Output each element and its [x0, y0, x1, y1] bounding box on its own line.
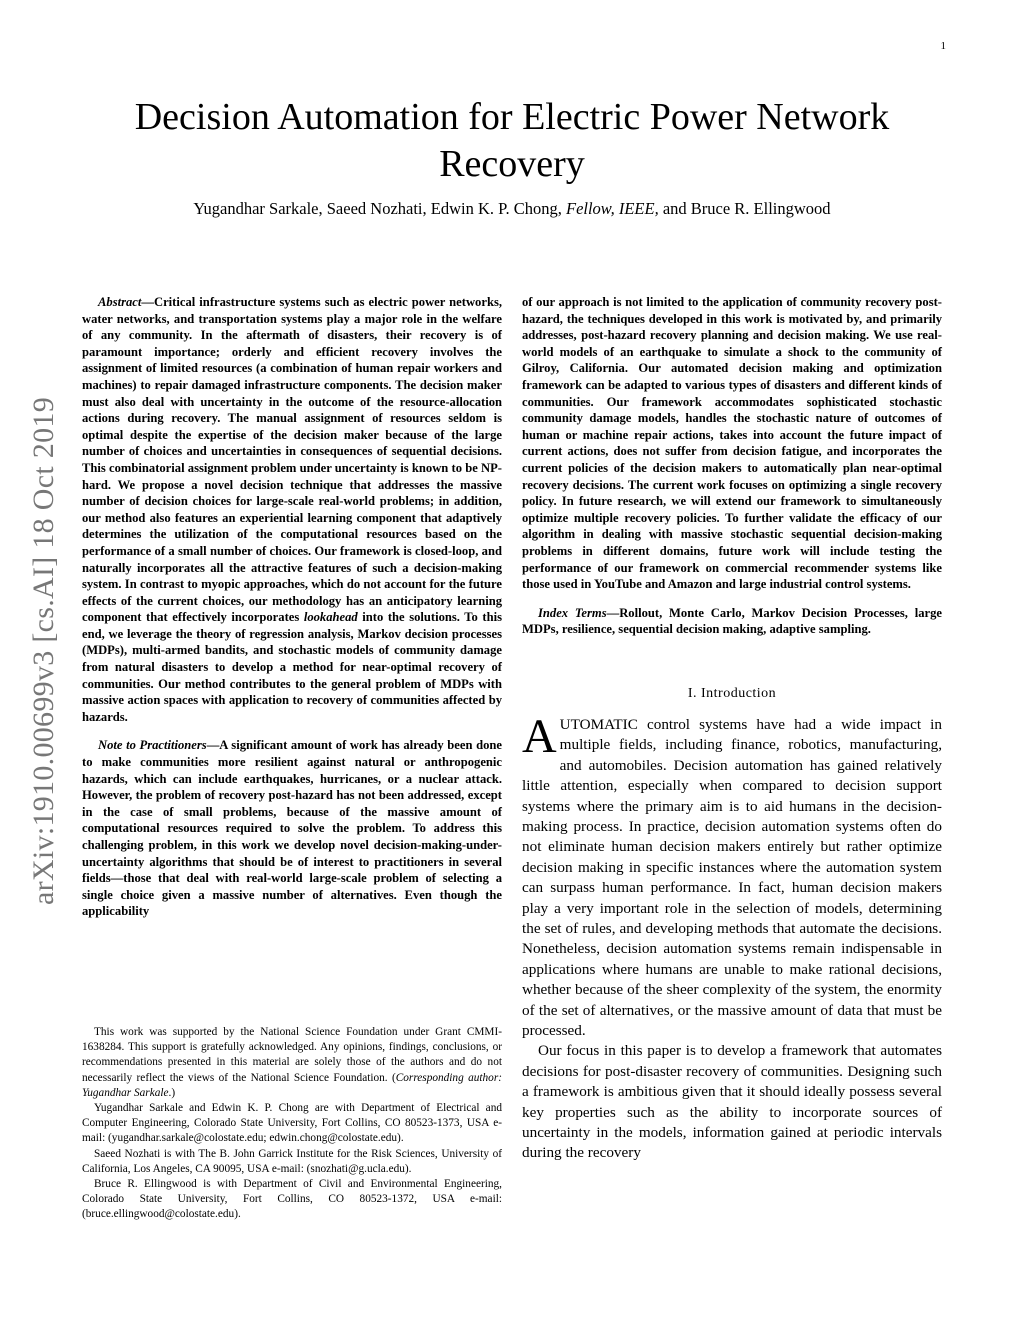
footnote-affiliation-ucla: Saeed Nozhati is with The B. John Garrick Institute for the Risk Sciences, University of California, Los Angeles, CA 90095, USA e-mail: (snozhati@g.ucla.edu).	[82, 1147, 502, 1175]
corresponding-author: Corresponding author: Yugandhar Sarkale	[82, 1071, 502, 1099]
author-names: Yugandhar Sarkale, Saeed Nozhati, Edwin K. P. Chong,	[193, 199, 562, 218]
footnote-affiliation-csu: Yugandhar Sarkale and Edwin K. P. Chong are with Department of Electrical and Computer Engineering, Colorado State University, Fort Collins, CO 80523-1373, USA e-mail: (yugandhar.sarkale@colostate.edu; edwin.chong@colostate.edu).	[82, 1102, 502, 1145]
note-label: Note to Practitioners	[98, 738, 207, 753]
arxiv-stamp: arXiv:1910.00699v3 [cs.AI] 18 Oct 2019	[27, 397, 60, 905]
abstract-emph: lookahead	[303, 610, 358, 625]
note-continued: of our approach is not limited to the application of community recovery post-hazard, the techniques developed in this work is motivated by, and primarily addresses, post-hazard recovery planning and decision making. We use real-world models of an earthquake to simulate a shock to the community of Gilroy, California. Our automated decision making and optimization framework can be adapted to various types of disasters and different kinds of communities. Our framework accommodates sophisticated stochastic community damage models, handles the stochastic nature of outcomes of human or machine repair actions, takes into account the future impact of current actions, does not suffer from decision fatigue, and incorporates the current policies of the decision makers to automatically plan near-optimal recovery decisions. The current work focuses on optimizing a single recovery policy. In future research, we will extend our framework to simultaneously optimize multiple recovery policies. To further validate the efficacy of our algorithm in dealing with massive stochastic sequential decision-making problems in different domains, future work will include testing the performance of our framework on commercial recommender systems like those used in YouTube and Amazon and large industrial control systems.	[522, 295, 942, 592]
footnote-affiliation-civil: Bruce R. Ellingwood is with Department of Civil and Environmental Engineering, Colorado State University, Fort Collins, CO 80523-1372, USA e-mail: (bruce.ellingwood@colostate.edu).	[82, 1178, 502, 1221]
note-to-practitioners	[82, 737, 502, 920]
section-heading-introduction: I. Introduction	[687, 685, 777, 701]
author-list	[70, 199, 954, 219]
paper-title: Decision Automation for Electric Power Network Recovery	[134, 96, 890, 185]
index-terms-text: —Rollout, Monte Carlo, Markov Decision Processes, large MDPs, resilience, sequential decision making, adaptive sampling.	[522, 605, 942, 637]
abstract-text: —Critical infrastructure systems such as electric power networks, water networks, and transportation systems play a major role in the welfare of any community. In the aftermath of disasters, their recovery is of paramount importance; orderly and efficient recovery involves the assignment of limited resources (a combination of human repair workers and machines) to repair damaged infrastructure components. The decision maker must also deal with uncertainty in the outcome of the resource-allocation actions during recovery. The manual assignment of resources seldom is optimal despite the expertise of the decision maker because of the large number of choices and uncertainties in consequences of sequential decisions. This combinatorial assignment problem under uncertainty is known to be NP-hard. We propose a novel decision technique that addresses the massive number of decision choices for large-scale real-world problems; in addition, our method also features an experiential learning component that adaptively determines the utilization of the computational resources based on the performance of a small number of choices. Our framework is closed-loop, and naturally incorporates all the attractive features of such a decision-making system. In contrast to myopic approaches, which do not account for the future effects of the current choices, our methodology has an anticipatory learning component that effectively incorporates	[82, 295, 502, 625]
intro-paragraph-2: Our focus in this paper is to develop a framework that automates decisions for post-disaster recovery of communities. Designing such a framework is ambitious given that it should ideally possess several key properties such as the ability to incorporate sources of uncertainty in the models, information gained at periodic intervals during the recovery	[522, 1042, 942, 1162]
abstract-text-end: into the solutions. To this end, we leverage the theory of regression analysis, Markov decision processes (MDPs), multi-armed bandits, and stochastic models of community damage from natural disasters to develop a method for near-optimal recovery of communities. Our method contributes to the general problem of MDPs with massive action spaces with application to recovery of communities affected by hazards.	[82, 610, 502, 724]
footnotes	[82, 1025, 502, 1223]
abstract-label: Abstract	[98, 295, 142, 309]
right-column	[522, 294, 942, 1164]
dropcap: A	[522, 709, 557, 763]
page-number: 1	[940, 40, 946, 52]
index-terms-label: Index Terms	[538, 605, 607, 620]
note-text: —A significant amount of work has already been done to make communities more resilient against natural or anthropogenic hazards, which can include earthquakes, hurricanes, or a nuclear attack. However, the problem of recovery post-hazard has not been addressed, except in the case of small problems, because of the massive amount of computational resources required to solve the problem. To address this challenging problem, in this work we develop novel decision-making-under-uncertainty algorithms that should be of interest to practitioners in several fields—those that deal with real-world large-scale problem of selecting a single choice given a massive number of alternatives. Even though the applicability	[82, 738, 502, 919]
author-fellow: Fellow, IEEE,	[565, 199, 659, 218]
index-terms	[522, 605, 942, 638]
intro-paragraph-1: AUTOMATIC control systems have had a wide impact in multiple fields, including finance, robotics, manufacturing, and automobiles. Decision automation has gained relatively little attention, especially when compared to decision support systems where the primary aim is to aid humans in the decision-making process. In practice, decision automation systems often do not eliminate human decision makers entirely but rather optimize decision making in specific instances where the automation system can surpass human performance. In fact, human decision makers play a very important role in the selection of models, determining the set of rules, and developing methods that automate the decisions. Nonetheless, decision automation systems remain indispensable in applications where humans are unable to make rational decisions, whether because of the sheer complexity of the system, the enormity of the set of alternatives, or the massive amount of data that must be processed.	[522, 709, 942, 1039]
abstract	[82, 294, 502, 725]
author-last: and Bruce R. Ellingwood	[662, 199, 831, 218]
left-column	[82, 294, 502, 920]
footnote-funding: This work was supported by the National Science Foundation under Grant CMMI-1638284. This support is gratefully acknowledged. Any opinions, findings, conclusions, or recommendations presented in this material are solely those of the authors and do not necessarily reflect the views of the National Science Foundation. (Corresponding author: Yugandhar Sarkale.)	[82, 1026, 502, 1099]
